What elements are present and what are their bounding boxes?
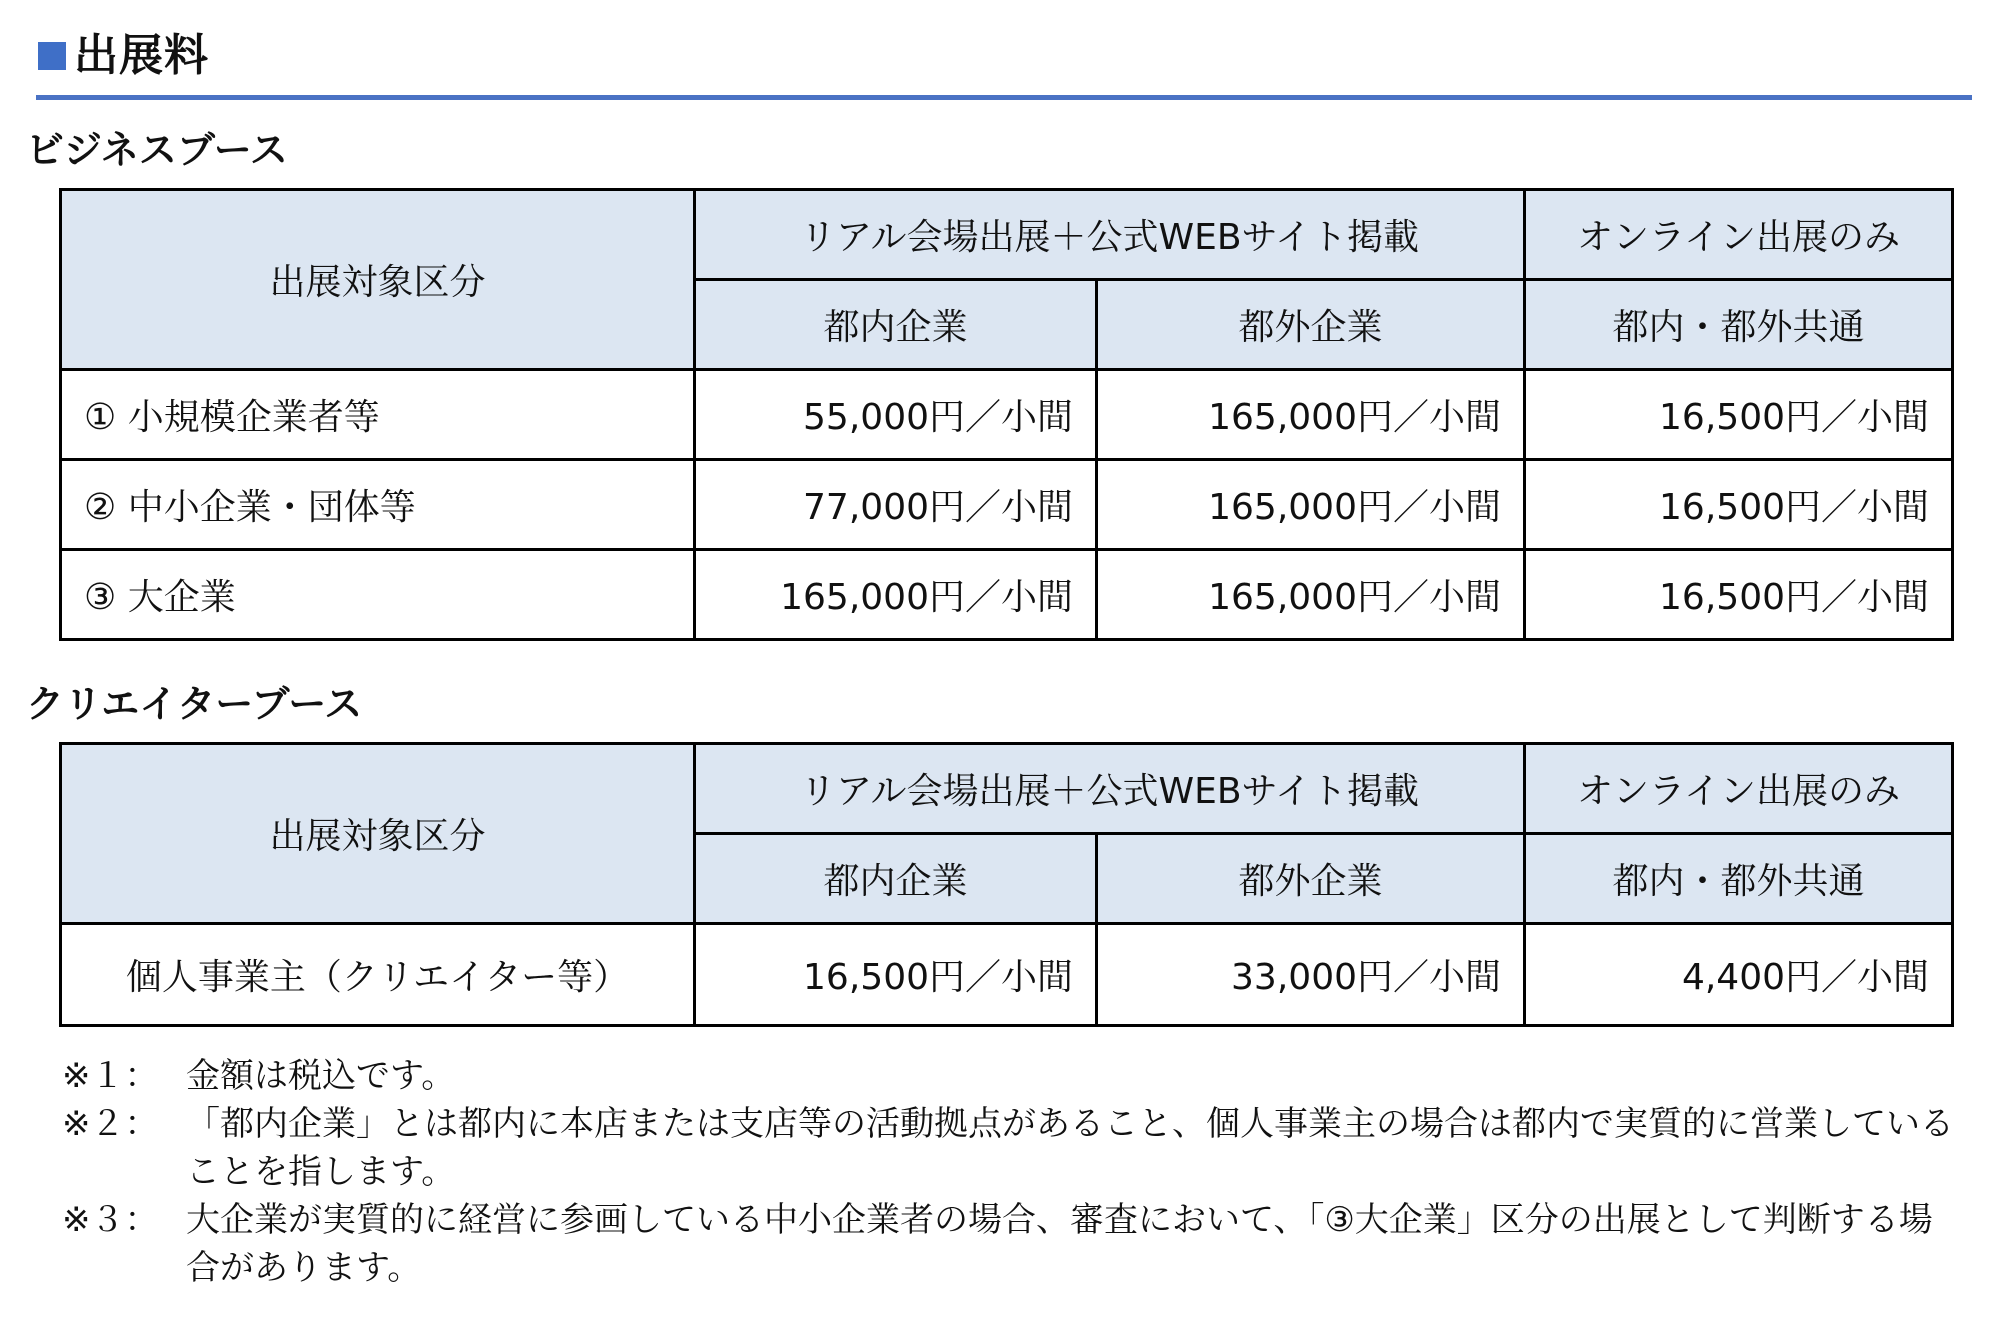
note-mark: ※２：: [62, 1104, 159, 1144]
price-cell: 16,500円／小間: [695, 924, 1097, 1026]
tonai-header: 都内企業: [695, 834, 1097, 924]
creator-booth-title: クリエイターブース: [26, 682, 363, 726]
note-mark: ※３：: [62, 1200, 159, 1240]
price-cell: 16,500円／小間: [1525, 550, 1953, 640]
notes: [62, 1052, 1962, 1292]
price-cell: 165,000円／小間: [1097, 460, 1525, 550]
table-header-row: [61, 190, 1953, 280]
note-item: [62, 1100, 1962, 1196]
togai-header: 都外企業: [1097, 280, 1525, 370]
table-header-row: [61, 744, 1953, 834]
common-header: 都内・都外共通: [1525, 280, 1953, 370]
common-header: 都内・都外共通: [1525, 834, 1953, 924]
note-text: 「都内企業」とは都内に本店または支店等の活動拠点があること、個人事業主の場合は都内で実質的に営業していることを指します。: [186, 1104, 1954, 1192]
price-cell: 165,000円／小間: [1097, 550, 1525, 640]
creator-fee-table: [59, 742, 1954, 1027]
category-cell: ① 小規模企業者等: [61, 370, 695, 460]
price-cell: 33,000円／小間: [1097, 924, 1525, 1026]
note-text: 大企業が実質的に経営に参画している中小企業者の場合、審査において、「③大企業」区分の出展として判断する場合があります。: [186, 1200, 1933, 1288]
business-fee-table: [59, 188, 1954, 641]
page-title: 出展料: [74, 30, 209, 81]
real-venue-header: リアル会場出展＋公式WEBサイト掲載: [695, 190, 1525, 280]
note-item: [62, 1196, 1962, 1292]
tonai-header: 都内企業: [695, 280, 1097, 370]
note-mark: ※１：: [62, 1056, 159, 1096]
category-header: 出展対象区分: [61, 744, 695, 924]
page-header: [36, 24, 1972, 100]
togai-header: 都外企業: [1097, 834, 1525, 924]
price-cell: 165,000円／小間: [1097, 370, 1525, 460]
category-cell: ② 中小企業・団体等: [61, 460, 695, 550]
table-row: [61, 370, 1953, 460]
table-row: [61, 460, 1953, 550]
price-cell: 16,500円／小間: [1525, 370, 1953, 460]
table-row: [61, 550, 1953, 640]
price-cell: 165,000円／小間: [695, 550, 1097, 640]
online-only-header: オンライン出展のみ: [1525, 190, 1953, 280]
category-header: 出展対象区分: [61, 190, 695, 370]
category-cell: ③ 大企業: [61, 550, 695, 640]
online-only-header: オンライン出展のみ: [1525, 744, 1953, 834]
price-cell: 77,000円／小間: [695, 460, 1097, 550]
note-text: 金額は税込です。: [186, 1056, 456, 1096]
table-row: [61, 924, 1953, 1026]
note-item: [62, 1052, 1962, 1100]
price-cell: 16,500円／小間: [1525, 460, 1953, 550]
section-marker-icon: [38, 42, 66, 70]
business-booth-title: ビジネスブース: [26, 128, 288, 172]
price-cell: 4,400円／小間: [1525, 924, 1953, 1026]
category-cell: 個人事業主（クリエイター等）: [61, 924, 695, 1026]
real-venue-header: リアル会場出展＋公式WEBサイト掲載: [695, 744, 1525, 834]
price-cell: 55,000円／小間: [695, 370, 1097, 460]
